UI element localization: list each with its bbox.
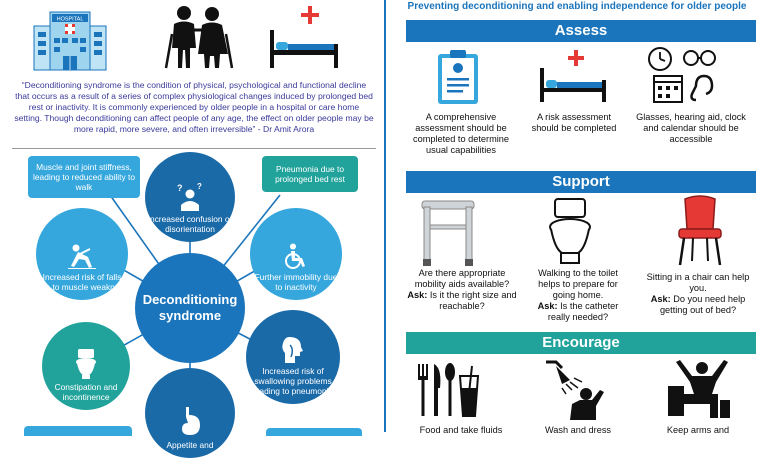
effect-bottom-right-box [266,428,362,436]
head-throat-icon [281,337,305,363]
clipboard-icon [436,48,480,106]
encourage-item-3: Keep arms and [666,425,730,435]
effect-confusion [145,152,235,242]
toilet-support-icon [547,197,593,265]
center-label: Deconditioning syndrome [142,292,238,323]
deconditioning-quote: “Deconditioning syndrome is the condition of physical, psychological and functional decline that occurs as a result of a series of complex physiological changes induced by prolonged bed rest or inactivity. It is commonly experienced by older people in a hospital or care home setting. Though deconditioning can affect people of any age, the effect on older people may be more rapid, more severe, and often irreversible” - Dr Amit Arora [14,80,374,134]
effect-bottom-left-box [24,426,132,436]
effect-falls-text: Increased risk of falls due to muscle weakness [36,272,128,292]
wheelchair-icon [283,243,309,269]
effect-appetite-text: Appetite and [166,440,214,450]
stomach-icon [178,407,202,437]
svg-text:?: ? [197,182,202,191]
chair-icon [675,195,725,267]
support-item-1-ask-text: Is it the right size and reachable? [429,290,517,311]
support-item-2-text: Walking to the toilet helps to prepare for going home. [538,268,618,300]
falling-person-icon [68,243,96,269]
right-panel [392,0,768,435]
assess-item-3: Glasses, hearing aid, clock and calendar should be accessible [636,112,746,144]
risk-bed-icon [538,48,608,104]
effect-confusion-text: Increased confusion or disorientation [147,214,233,234]
support-item-3-text: Sitting in a chair can help you. [646,272,750,293]
center-deconditioning-syndrome [135,253,245,363]
effect-constipation [42,322,130,410]
left-panel [0,0,384,450]
hospital-sign: HOSPITAL [56,16,84,23]
assess-item-1: A comprehensive assessment should be completed to determine usual capabilities [412,112,509,155]
quote-separator [12,148,376,149]
support-item-2 [528,268,628,323]
effect-pneumonia-bed-rest [262,156,358,192]
support-item-1-ask [406,290,518,312]
shower-icon [542,360,606,420]
effect-swallowing [246,310,340,404]
cutlery-drink-icon [414,362,484,418]
top-icons [30,4,350,72]
support-item-3-ask-text: Do you need help getting out of bed? [659,294,746,315]
assess-header: Assess [406,20,756,42]
effect-pneumonia-text: Pneumonia due to prolonged bed rest [275,164,345,184]
effect-immobility [250,208,342,300]
effect-appetite [145,368,235,458]
right-title: Preventing deconditioning and enabling independence for older people [407,1,747,12]
svg-text:?: ? [177,183,183,193]
exercise-chair-icon [666,360,732,420]
support-item-2-ask-label: Ask: [537,301,558,311]
encourage-item-1: Food and take fluids [419,425,503,435]
support-item-3-ask [646,294,750,316]
effect-muscle-stiffness [28,156,140,198]
support-item-3-ask-label: Ask: [650,294,671,304]
support-item-2-ask [528,301,628,323]
hospital-icon [30,6,110,72]
support-header: Support [406,171,756,193]
effect-falls [36,208,128,300]
hospital-bed-icon [268,4,340,70]
effect-muscle-text: Muscle and joint stiffness, leading to reduced ability to walk [33,162,135,192]
effect-immobility-text: Further immobility due to inactivity [254,272,338,292]
elderly-couple-icon [158,4,238,70]
walking-frame-icon [416,197,480,267]
support-item-1-ask-label: Ask: [407,290,428,300]
encourage-item-2: Wash and dress [544,425,612,435]
effect-constipation-text: Constipation and incontinence [54,382,118,402]
support-item-1-text: Are there appropriate mobility aids available? [414,268,510,289]
encourage-header: Encourage [406,332,756,354]
assess-item-2: A risk assessment should be completed [531,112,617,133]
clock-glasses-calendar-ear-icon [646,44,718,104]
support-item-1 [406,268,518,312]
deconditioning-diagram [0,150,384,450]
support-item-2-ask-text: Is the catheter really needed? [547,301,619,322]
support-item-3 [646,272,750,316]
effect-swallowing-text: Increased risk of swallowing problems leading to pneumonia [252,366,334,396]
panel-divider [384,0,386,432]
confused-person-icon [175,183,205,211]
toilet-icon [73,349,99,379]
